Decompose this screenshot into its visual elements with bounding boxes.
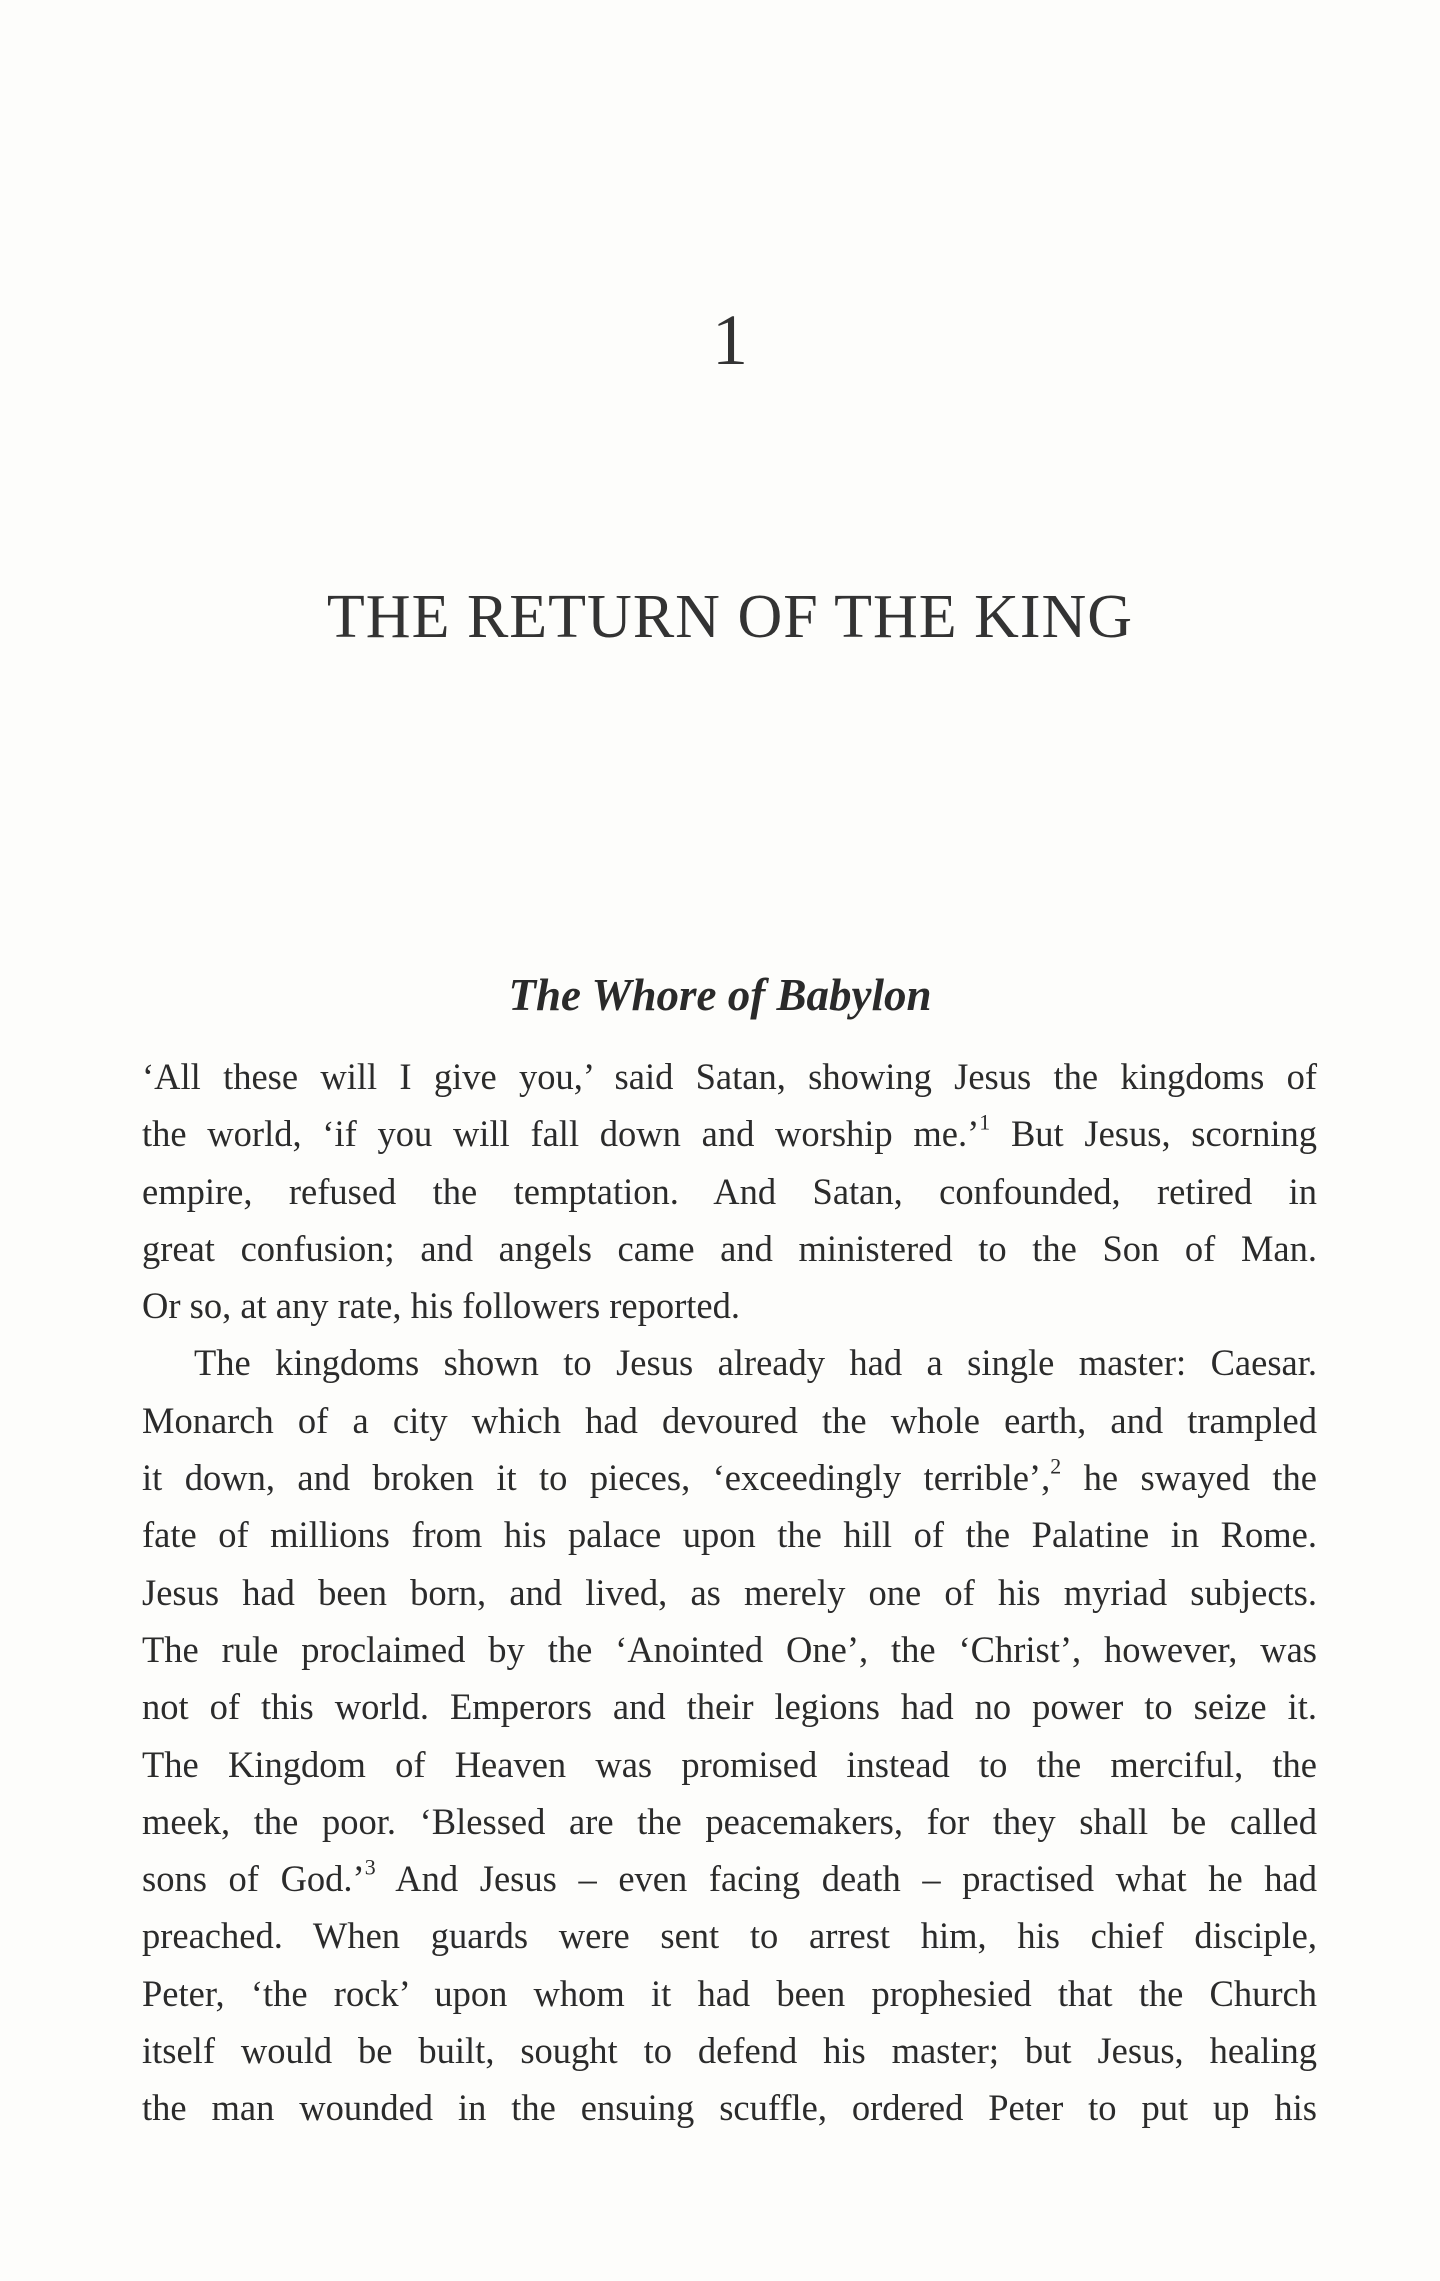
text-line: sons of God.’$^3$ And Jesus – even facing death – practised what he had — [142, 1854, 1317, 1900]
chapter-title: THE RETURN OF THE KING — [326, 582, 1134, 651]
text-line: the world, ‘if you will fall down and worship me.’$^1$ But Jesus, scorning — [142, 1109, 1318, 1155]
body-text — [142, 1048, 1317, 2137]
text-line: The kingdoms shown to Jesus already had a single master: Caesar. — [194, 1342, 1317, 1384]
text-line: ‘All these will I give you,’ said Satan, showing Jesus the kingdoms of — [142, 1056, 1317, 1097]
footnote-marker: 1 — [979, 1109, 991, 1135]
text-line: it down, and broken it to pieces, ‘exceedingly terrible’,$^2$ he swayed the — [142, 1453, 1317, 1499]
text-line: The rule proclaimed by the ‘Anointed One’, the ‘Christ’, however, was — [142, 1628, 1317, 1670]
text-line: not of this world. Emperors and their legions had no power to seize it. — [142, 1686, 1317, 1728]
text-line: great confusion; and angels came and ministered to the Son of Man. — [142, 1227, 1317, 1269]
section-heading: The Whore of Babylon — [508, 970, 932, 1021]
text-line: meek, the poor. ‘Blessed are the peacemakers, for they shall be called — [142, 1800, 1317, 1842]
chapter-number: 1 — [712, 300, 748, 380]
text-line: preached. When guards were sent to arrest him, his chief disciple, — [142, 1915, 1317, 1957]
footnote-marker: 3 — [364, 1854, 376, 1880]
text-line: The Kingdom of Heaven was promised instead to the merciful, the — [142, 1743, 1317, 1785]
text-line: Or so, at any rate, his followers reported. — [142, 1285, 741, 1327]
text-line: Monarch of a city which had devoured the whole earth, and trampled — [142, 1399, 1317, 1441]
text-line: fate of millions from his palace upon the hill of the Palatine in Rome. — [142, 1514, 1317, 1556]
text-line: empire, refused the temptation. And Satan, confounded, retired in — [142, 1170, 1317, 1212]
text-line: itself would be built, sought to defend his master; but Jesus, healing — [142, 2030, 1317, 2072]
text-line: the man wounded in the ensuing scuffle, ordered Peter to put up his — [142, 2087, 1317, 2129]
footnote-marker: 2 — [1050, 1453, 1062, 1479]
text-line: Jesus had been born, and lived, as merely one of his myriad subjects. — [142, 1571, 1317, 1613]
text-line: Peter, ‘the rock’ upon whom it had been prophesied that the Church — [142, 1972, 1317, 2014]
